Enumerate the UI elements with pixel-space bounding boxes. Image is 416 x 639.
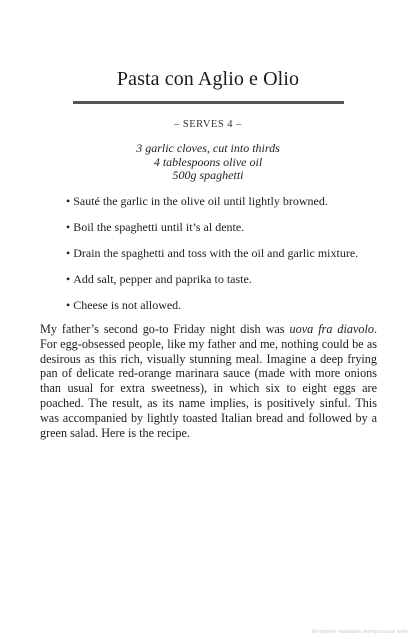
step-text: Sauté the garlic in the olive oil until lightly browned. [73,194,328,208]
ingredient-item: 500g spaghetti [172,168,244,182]
store-watermark: Интернет-магазин интересных книг [311,629,408,635]
step-text: Drain the spaghetti and toss with the oil and garlic mixture. [73,246,359,260]
recipe-title: Pasta con Aglio e Olio [116,68,300,90]
step-text: Add salt, pepper and paprika to taste. [73,272,252,286]
step-text: Boil the spaghetti until it’s al dente. [73,220,245,234]
bullet-icon: • [66,220,71,234]
bullet-icon: • [66,272,71,286]
title-divider [73,101,344,104]
bullet-icon: • [66,246,71,260]
bullet-icon: • [66,298,71,312]
ingredient-list [0,142,416,183]
step-item [66,193,366,219]
story-paragraph [40,322,377,440]
paragraph-rest: . For egg-obsessed people, like my father and me, nothing could be as desirous as this rich, visually stunning meal. Imagine a deep frying pan of delicate red-orange marinara sauce (made with more onions than usual for extra sweetness), in which six to eight eggs are poached. The result, as its name implies, is positively sinful. This was accompanied by lightly toasted Italian bread and followed by a green salad. Here is the recipe. [40,322,377,440]
step-item [66,297,366,323]
method-steps [66,193,366,323]
step-item [66,219,366,245]
bullet-icon: • [66,194,71,208]
paragraph-intro: My father’s second go-to Friday night dish was [40,322,290,336]
dish-name: uova fra diavolo [289,322,374,336]
step-item [66,245,366,271]
ingredient-item: 3 garlic cloves, cut into thirds [136,141,280,155]
serves-label: – SERVES 4 – [174,119,242,130]
ingredient-item: 4 tablespoons olive oil [153,154,263,169]
step-item [66,271,366,297]
step-text: Cheese is not allowed. [73,298,182,312]
